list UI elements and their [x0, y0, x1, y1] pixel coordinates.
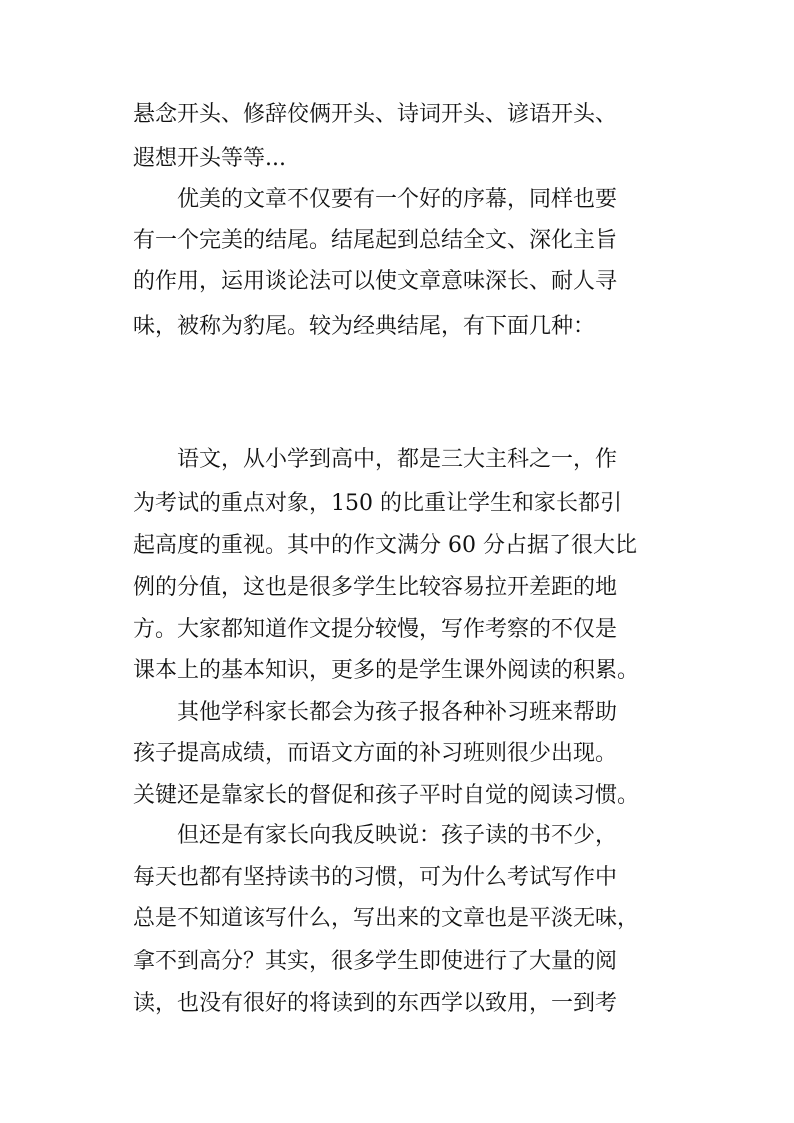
text-line: 悬念开头、修辞佼俩开头、诗词开头、谚语开头、	[133, 102, 618, 127]
text-line: 优美的文章不仅要有一个好的序幕，同样也要	[177, 187, 618, 212]
text-line: 读，也没有很好的将读到的东西学以致用，一到考	[133, 991, 618, 1016]
text-line: 有一个完美的结尾。结尾起到总结全文、深化主旨	[133, 228, 618, 253]
text-line: 例的分值，这也是很多学生比较容易拉开差距的地	[133, 575, 618, 600]
text-line: 但还是有家长向我反映说：孩子读的书不少，	[177, 823, 618, 848]
text-line: 语文，从小学到高中，都是三大主科之一，作	[177, 447, 618, 472]
text-line: 为考试的重点对象，150 的比重让学生和家长都引	[133, 491, 622, 516]
text-line: 味，被称为豹尾。较为经典结尾，有下面几种：	[133, 314, 596, 339]
text-line: 总是不知道该写什么，写出来的文章也是平淡无味，	[133, 906, 640, 931]
text-line: 的作用，运用谈论法可以使文章意味深长、耐人寻	[133, 269, 618, 294]
text-line: 方。大家都知道作文提分较慢，写作考察的不仅是	[133, 617, 618, 642]
text-line: 遐想开头等等...	[133, 146, 286, 171]
text-line: 每天也都有坚持读书的习惯，可为什么考试写作中	[133, 865, 618, 890]
text-line: 拿不到高分？其实，很多学生即使进行了大量的阅	[133, 949, 618, 974]
text-line: 课本上的基本知识，更多的是学生课外阅读的积累。	[133, 658, 640, 683]
text-line: 起高度的重视。其中的作文满分 60 分占据了很大比	[133, 533, 637, 558]
text-line: 其他学科家长都会为孩子报各种补习班来帮助	[177, 700, 618, 725]
text-line: 孩子提高成绩，而语文方面的补习班则很少出现。	[133, 741, 618, 766]
text-line: 关键还是靠家长的督促和孩子平时自觉的阅读习惯。	[133, 783, 640, 808]
